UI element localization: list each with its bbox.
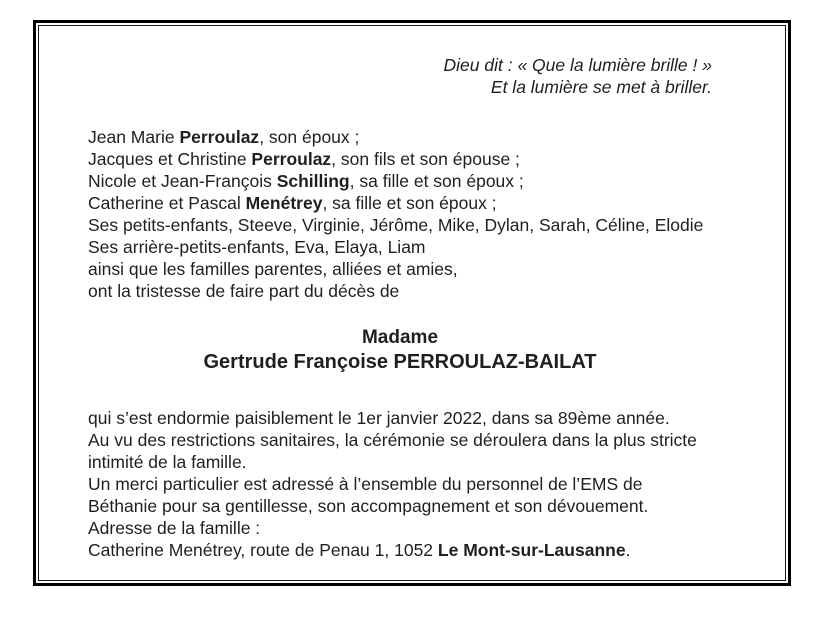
text-segment: Ses arrière-petits-enfants, Eva, Elaya, Liam [88, 237, 426, 257]
text-segment: Catherine et Pascal [88, 193, 246, 213]
family-line [88, 214, 703, 236]
text-segment: Béthanie pour sa gentillesse, son accompagnement et son dévouement. [88, 496, 649, 516]
details-line [88, 407, 697, 429]
bold-name-segment: Schilling [276, 171, 350, 191]
announcement-card [33, 20, 791, 586]
quote-line-2: Et la lumière se met à briller. [490, 77, 712, 97]
text-segment: , son fils et son épouse ; [331, 149, 520, 169]
text-segment: ont la tristesse de faire part du décès de [88, 281, 400, 301]
text-segment: qui s’est endormie paisiblement le 1er janvier 2022, dans sa 89ème année. [88, 408, 670, 428]
details-line [88, 539, 697, 561]
details-line [88, 495, 697, 517]
deceased-block [88, 325, 712, 375]
text-segment: Ses petits-enfants, Steeve, Virginie, Jérôme, Mike, Dylan, Sarah, Céline, Elodie [88, 215, 704, 235]
bold-name-segment: Perroulaz [179, 127, 260, 147]
text-segment: Un merci particulier est adressé à l’ensemble du personnel de l’EMS de [88, 474, 643, 494]
details-line [88, 451, 697, 473]
text-segment: , sa fille et son époux ; [322, 193, 497, 213]
religious-quote [444, 54, 712, 98]
text-segment: Au vu des restrictions sanitaires, la cérémonie se déroulera dans la plus stricte [88, 430, 697, 450]
bold-name-segment: Menétrey [245, 193, 323, 213]
family-line [88, 280, 703, 302]
details-block [88, 407, 697, 561]
text-segment: Nicole et Jean-François [88, 171, 277, 191]
bold-name-segment: Perroulaz [251, 149, 332, 169]
family-line [88, 258, 703, 280]
text-segment: Jacques et Christine [88, 149, 252, 169]
family-line [88, 236, 703, 258]
text-segment: Catherine Menétrey, route de Penau 1, 1052 [88, 540, 438, 560]
family-line [88, 126, 703, 148]
text-segment: ainsi que les familles parentes, alliées et amies, [88, 259, 458, 279]
text-segment: . [625, 540, 631, 560]
family-line [88, 170, 703, 192]
text-segment: , sa fille et son époux ; [349, 171, 524, 191]
family-list [88, 126, 703, 302]
bold-text-segment: Le Mont-sur-Lausanne [437, 540, 626, 560]
text-segment: Jean Marie [88, 127, 180, 147]
deceased-name: Gertrude Françoise PERROULAZ-BAILAT [203, 351, 597, 373]
text-segment: Adresse de la famille : [88, 518, 261, 538]
details-line [88, 429, 697, 451]
text-segment: intimité de la famille. [88, 452, 247, 472]
details-line [88, 473, 697, 495]
family-line [88, 148, 703, 170]
deceased-title: Madame [361, 327, 439, 348]
family-line [88, 192, 703, 214]
quote-line-1: Dieu dit : « Que la lumière brille ! » [443, 55, 712, 75]
details-line [88, 517, 697, 539]
text-segment: , son époux ; [259, 127, 360, 147]
